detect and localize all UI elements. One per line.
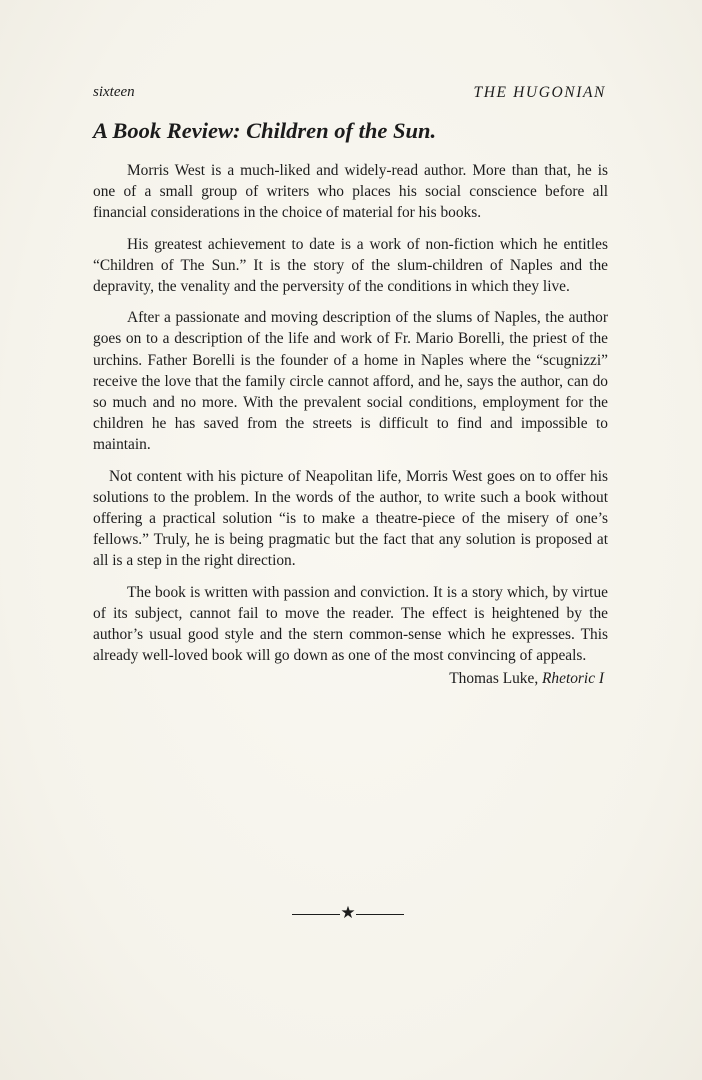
star-divider-icon: ★ [340,903,356,923]
article-paragraph: His greatest achievement to date is a work of non-fiction which he entitles “Children of The Sun.” It is the story of the slum-children of Naples and the depravity, the venality and the perversity of the conditions in which they live. [93,235,608,296]
article-body [93,160,608,690]
article-title: A Book Review: Children of the Sun. [93,118,437,143]
publication-title: THE HUGONIAN [473,84,606,101]
divider-line-left [292,914,340,915]
byline-course: Rhetoric I [542,670,604,688]
article-paragraph: Not content with his picture of Neapolitan life, Morris West goes on to offer his solutions to the problem. In the words of the author, to write such a book without offering a practical solution “is to make a theatre-piece of the misery of one’s fellows.” Truly, he is being pragmatic but the fact that any solution is proposed at all is a step in the right direction. [93,467,608,570]
star-divider [292,905,404,925]
page-number-label: sixteen [93,84,135,100]
divider-line-right [356,914,404,915]
running-header [93,84,606,108]
article-paragraph: After a passionate and moving description of the slums of Naples, the author goes on to a description of the life and work of Fr. Mario Borelli, the priest of the urchins. Father Borelli is the founder of a home in Naples where the “scugnizzi” receive the love that the family circle cannot afford, and he, says the author, can do so much and no more. With the prevalent social conditions, employment for the children he has saved from the streets is difficult to find and impossible to maintain. [93,309,608,454]
article-paragraph: Morris West is a much-liked and widely-read author. More than that, he is one of a small group of writers who places his social conscience before all financial considerations in the choice of material for his books. [93,162,608,222]
byline-author: Thomas Luke, [449,670,539,688]
article-paragraph: The book is written with passion and conviction. It is a story which, by virtue of its subject, cannot fail to move the reader. The effect is heightened by the author’s usual good style and the stern common-sense which he expresses. This already well-loved book will go down as one of the most convincing of appeals. [93,583,608,665]
byline [93,668,608,689]
